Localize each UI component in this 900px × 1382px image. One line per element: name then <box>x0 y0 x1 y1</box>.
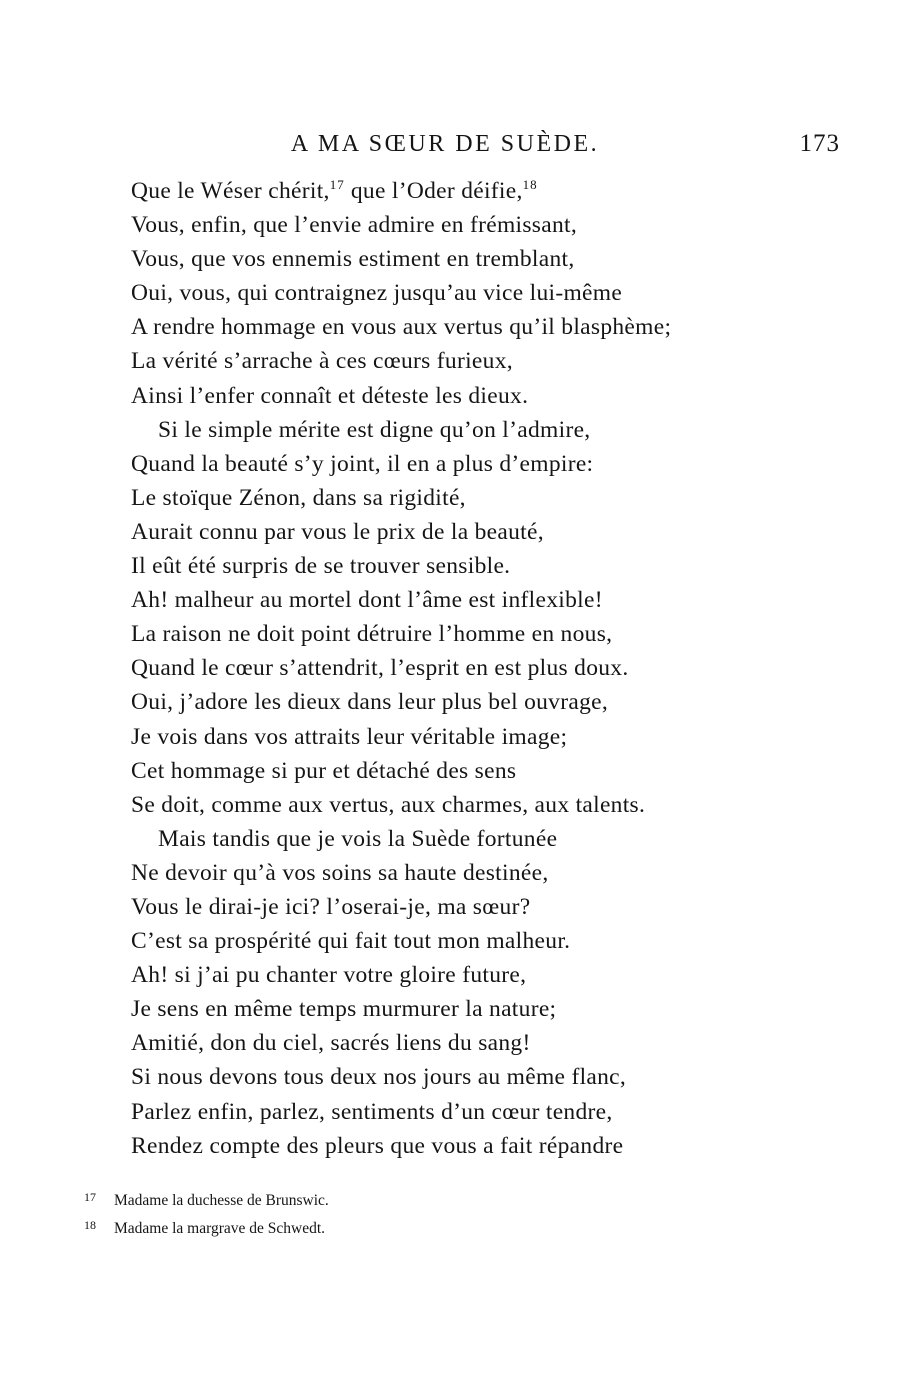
verse-line: Quand le cœur s’attendrit, l’esprit en est plus doux. <box>131 655 629 682</box>
footnote-number: 18 <box>84 1218 96 1232</box>
verse-line: Ah! malheur au mortel dont l’âme est inflexible! <box>131 587 603 614</box>
verse-line-indented: Mais tandis que je vois la Suède fortunée <box>158 825 558 852</box>
verse-line-text: que l’Oder déifie, <box>344 178 523 204</box>
verse-line: Amitié, don du ciel, sacrés liens du sang! <box>131 1030 531 1057</box>
footnotes <box>84 1185 784 1241</box>
verse-line: Se doit, comme aux vertus, aux charmes, aux talents. <box>131 791 646 818</box>
running-title: A MA SŒUR DE SUÈDE. <box>290 131 600 157</box>
verse-line: Ah! si j’ai pu chanter votre gloire future, <box>131 962 527 989</box>
verse-line: Rendez compte des pleurs que vous a fait répandre <box>131 1132 624 1159</box>
verse-line: Ne devoir qu’à vos soins sa haute destinée, <box>131 859 549 886</box>
verse-line: Vous le dirai-je ici? l’oserai-je, ma sœur? <box>131 893 531 920</box>
verse-line: La vérité s’arrache à ces cœurs furieux, <box>131 348 513 375</box>
verse-line: Je vois dans vos attraits leur véritable image; <box>131 723 568 750</box>
verse-line: Oui, vous, qui contraignez jusqu’au vice lui-même <box>131 280 623 307</box>
verse-line: La raison ne doit point détruire l’homme en nous, <box>131 621 613 648</box>
page-number: 173 <box>799 130 840 157</box>
footnote-18 <box>84 1213 784 1241</box>
verse-line: Vous, que vos ennemis estiment en tremblant, <box>131 246 575 273</box>
footnote-reference[interactable]: 17 <box>329 177 345 192</box>
footnote-text: Madame la duchesse de Brunswic. <box>114 1192 329 1209</box>
verse-line: C’est sa prospérité qui fait tout mon malheur. <box>131 928 571 955</box>
verse-line: Je sens en même temps murmurer la nature; <box>131 996 557 1023</box>
verse-line: Cet hommage si pur et détaché des sens <box>131 757 517 784</box>
footnote-text: Madame la margrave de Schwedt. <box>114 1220 326 1237</box>
verse-line: Parlez enfin, parlez, sentiments d’un cœur tendre, <box>131 1098 613 1125</box>
verse-line: Quand la beauté s’y joint, il en a plus d’empire: <box>131 450 594 477</box>
footnote-17 <box>84 1185 784 1213</box>
verse-line <box>131 174 811 208</box>
verse-line-text: Que le Wéser chérit, <box>131 178 330 204</box>
verse-line: Oui, j’adore les dieux dans leur plus bel ouvrage, <box>131 689 609 716</box>
verse-line: Vous, enfin, que l’envie admire en frémissant, <box>131 212 578 239</box>
poem-text <box>131 174 811 1163</box>
verse-line: A rendre hommage en vous aux vertus qu’il blasphème; <box>131 314 672 341</box>
footnote-reference[interactable]: 18 <box>522 177 538 192</box>
verse-line: Le stoïque Zénon, dans sa rigidité, <box>131 484 466 511</box>
verse-line: Aurait connu par vous le prix de la beauté, <box>131 518 544 545</box>
verse-line: Il eût été surpris de se trouver sensible. <box>131 553 511 580</box>
verse-line: Ainsi l’enfer connaît et déteste les dieux. <box>131 382 529 409</box>
footnote-number: 17 <box>84 1190 96 1204</box>
verse-line: Si nous devons tous deux nos jours au même flanc, <box>131 1064 627 1091</box>
verse-line-indented: Si le simple mérite est digne qu’on l’admire, <box>158 416 591 443</box>
